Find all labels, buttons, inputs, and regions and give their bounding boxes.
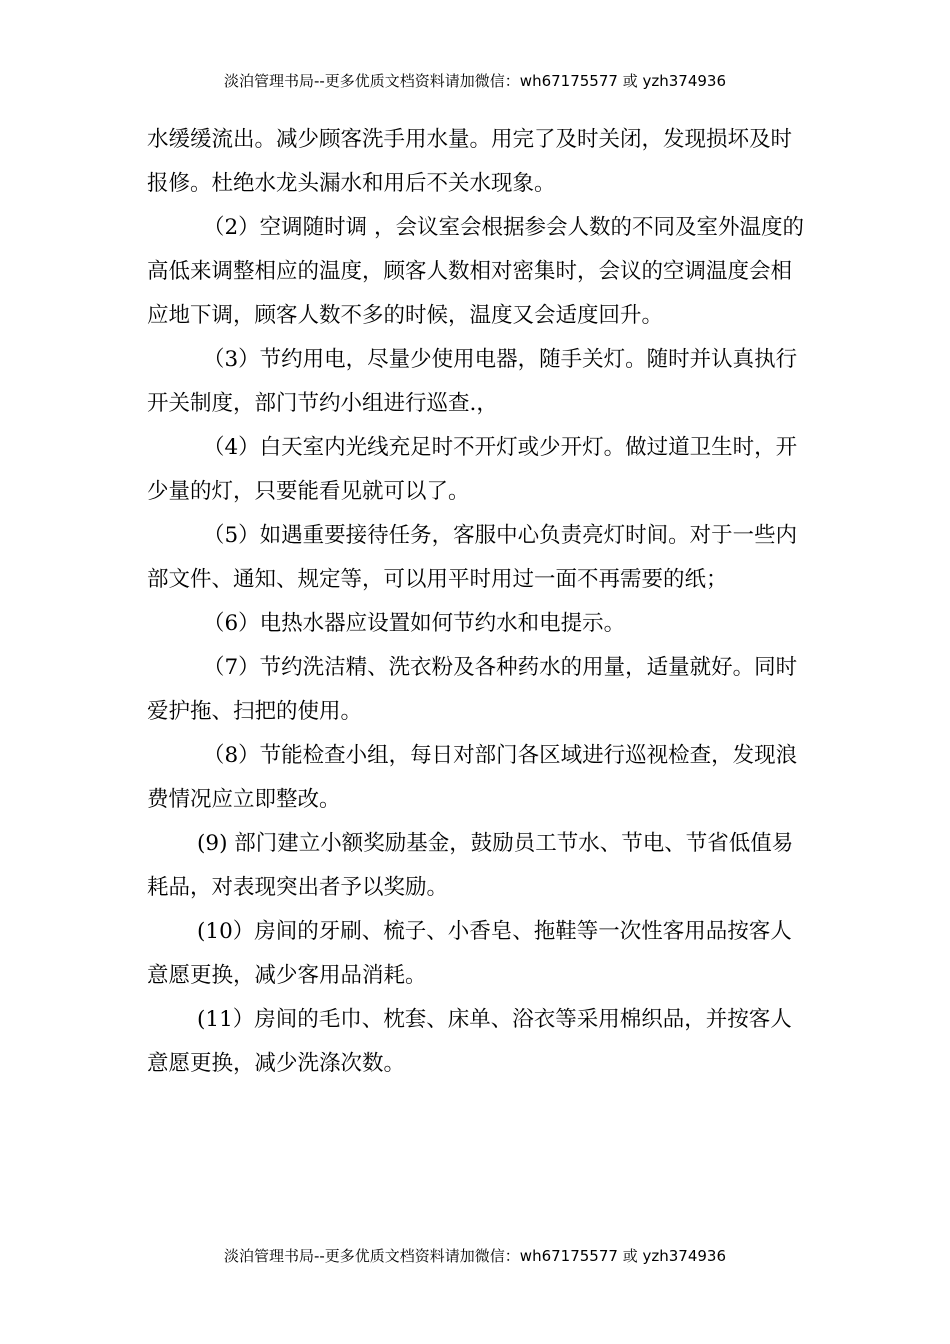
paragraph: (11）房间的毛巾、枕套、床单、浴衣等采用棉织品，并按客人意愿更换，减少洗涤次数。 — [147, 1007, 792, 1076]
page-footer: 淡泊管理书局--更多优质文档资料请加微信：wh67175577 或 yzh374936 — [223, 1247, 726, 1265]
paragraph: （4）白天室内光线充足时不开灯或少开灯。做过道卫生时，开少量的灯，只要能看见就可以了。 — [147, 435, 798, 504]
paragraph: （3）节约用电，尽量少使用电器，随手关灯。随时并认真执行开关制度，部门节约小组进行巡查.， — [147, 347, 798, 416]
paragraph: 水缓缓流出。减少顾客洗手用水量。用完了及时关闭，发现损坏及时报修。杜绝水龙头漏水和用后不关水现象。 — [147, 127, 793, 196]
page-header: 淡泊管理书局--更多优质文档资料请加微信：wh67175577 或 yzh374936 — [223, 72, 726, 90]
paragraph: (9) 部门建立小额奖励基金，鼓励员工节水、节电、节省低值易耗品，对表现突出者予以奖励。 — [147, 831, 794, 900]
paragraph: （8）节能检查小组，每日对部门各区域进行巡视检查，发现浪费情况应立即整改。 — [147, 743, 798, 812]
paragraph: （7）节约洗洁精、洗衣粉及各种药水的用量，适量就好。同时爱护拖、扫把的使用。 — [147, 655, 798, 724]
paragraph: （2）空调随时调 ，会议室会根据参会人数的不同及室外温度的高低来调整相应的温度，顾客人数相对密集时，会议的空调温度会相应地下调，顾客人数不多的时候，温度又会适度回升。 — [147, 215, 805, 328]
paragraph: （5）如遇重要接待任务，客服中心负责亮灯时间。对于一些内部文件、通知、规定等，可以用平时用过一面不再需要的纸； — [147, 523, 798, 592]
paragraph: (10）房间的牙刷、梳子、小香皂、拖鞋等一次性客用品按客人意愿更换，减少客用品消耗。 — [147, 919, 792, 988]
paragraph: （6）电热水器应设置如何节约水和电提示。 — [203, 611, 626, 636]
document-body — [147, 118, 812, 1086]
